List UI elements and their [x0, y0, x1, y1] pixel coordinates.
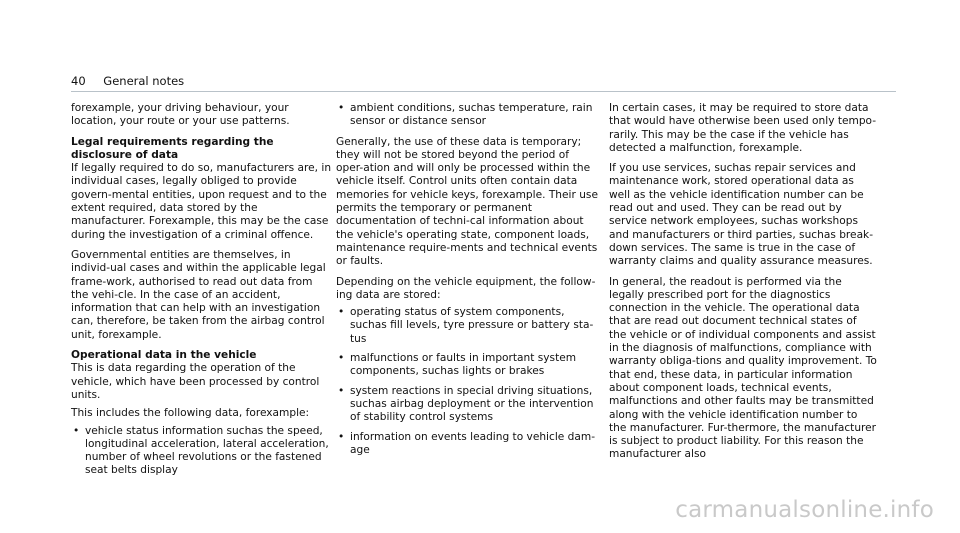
list-item: • information on events leading to vehicle dam-age — [336, 431, 598, 458]
bullet-list — [336, 102, 598, 129]
section-title: General notes — [103, 74, 185, 88]
bullet-list — [71, 425, 333, 478]
paragraph: If you use services, suchas repair services and maintenance work, stored operational data as well as the vehicle identification number can be read out and used. They can be read out by service network employees, suchas workshops and manufacturers or third parties, suchas break-down services. The same is true in the case of warranty claims and quality assurance measures. — [609, 162, 874, 268]
paragraph: In general, the readout is performed via the legally prescribed port for the diagnostics connection in the vehicle. The operational data that are read out document technical states of the vehicle or of individual components and assist in the diagnosis of malfunctions, compliance with warranty obliga-tions and quality improvement. To that end, these data, in particular information about component loads, technical events, malfunctions and other faults may be transmitted along with the vehicle identification number to the manufacturer. Fur-thermore, the manufacturer is subject to product liability. For this reason the manufacturer also — [609, 275, 877, 461]
paragraph: If legally required to do so, manufacturers are, in individual cases, legally obliged to provide govern-mental entities, upon request and to the extent required, data stored by the manufacturer. Forexample, this may be the case during the investigation of a criminal offence. — [71, 162, 332, 241]
bullet-list — [336, 306, 598, 457]
list-item: • malfunctions or faults in important system components, suchas lights or brakes — [336, 352, 598, 379]
column-right — [609, 102, 877, 469]
paragraph: This is data regarding the operation of the vehicle, which have been processed by control units. — [71, 362, 320, 401]
column-left — [71, 102, 333, 485]
header-divider — [71, 91, 896, 92]
heading-operational-data: Operational data in the vehicle — [71, 349, 257, 362]
paragraph: forexample, your driving behaviour, your location, your route or your use patterns. — [71, 102, 290, 128]
list-item: • operating status of system components, suchas fill levels, tyre pressure or battery sta-tus — [336, 306, 598, 346]
paragraph: Depending on the vehicle equipment, the follow-ing data are stored: — [336, 275, 596, 301]
paragraph: Governmental entities are themselves, in individ-ual cases and within the applicable legal frame-work, authorised to read out data from the vehi-cle. In the case of an accident, information that can help with an investigation can, therefore, be taken from the airbag control unit, forexample. — [71, 248, 326, 341]
page-header — [71, 74, 184, 88]
paragraph: Generally, the use of these data is temporary; they will not be stored beyond the period of oper-ation and will only be processed within the vehicle itself. Control units often contain data memories for vehicle keys, forexample. Their use permits the temporary or permanent documentation of techni-cal information about the vehicle's operating state, component loads, maintenance require-ments and technical events or faults. — [336, 135, 598, 268]
column-middle — [336, 102, 598, 464]
paragraph: This includes the following data, forexample: — [71, 407, 310, 420]
list-item: • ambient conditions, suchas temperature, rain sensor or distance sensor — [336, 102, 598, 129]
paragraph: In certain cases, it may be required to store data that would have otherwise been used only tempo-rarily. This may be the case if the vehicle has detected a malfunction, forexample. — [609, 102, 877, 154]
page-number: 40 — [71, 74, 86, 88]
heading-legal-requirements: Legal requirements regarding the disclosure of data — [71, 135, 274, 161]
list-item: • vehicle status information suchas the speed, longitudinal acceleration, lateral acceleration, number of wheel revolutions or the fastened seat belts display — [71, 425, 333, 478]
watermark: carmanualsonline.info — [675, 497, 934, 523]
list-item: • system reactions in special driving situations, suchas airbag deployment or the intervention of stability control systems — [336, 385, 598, 425]
